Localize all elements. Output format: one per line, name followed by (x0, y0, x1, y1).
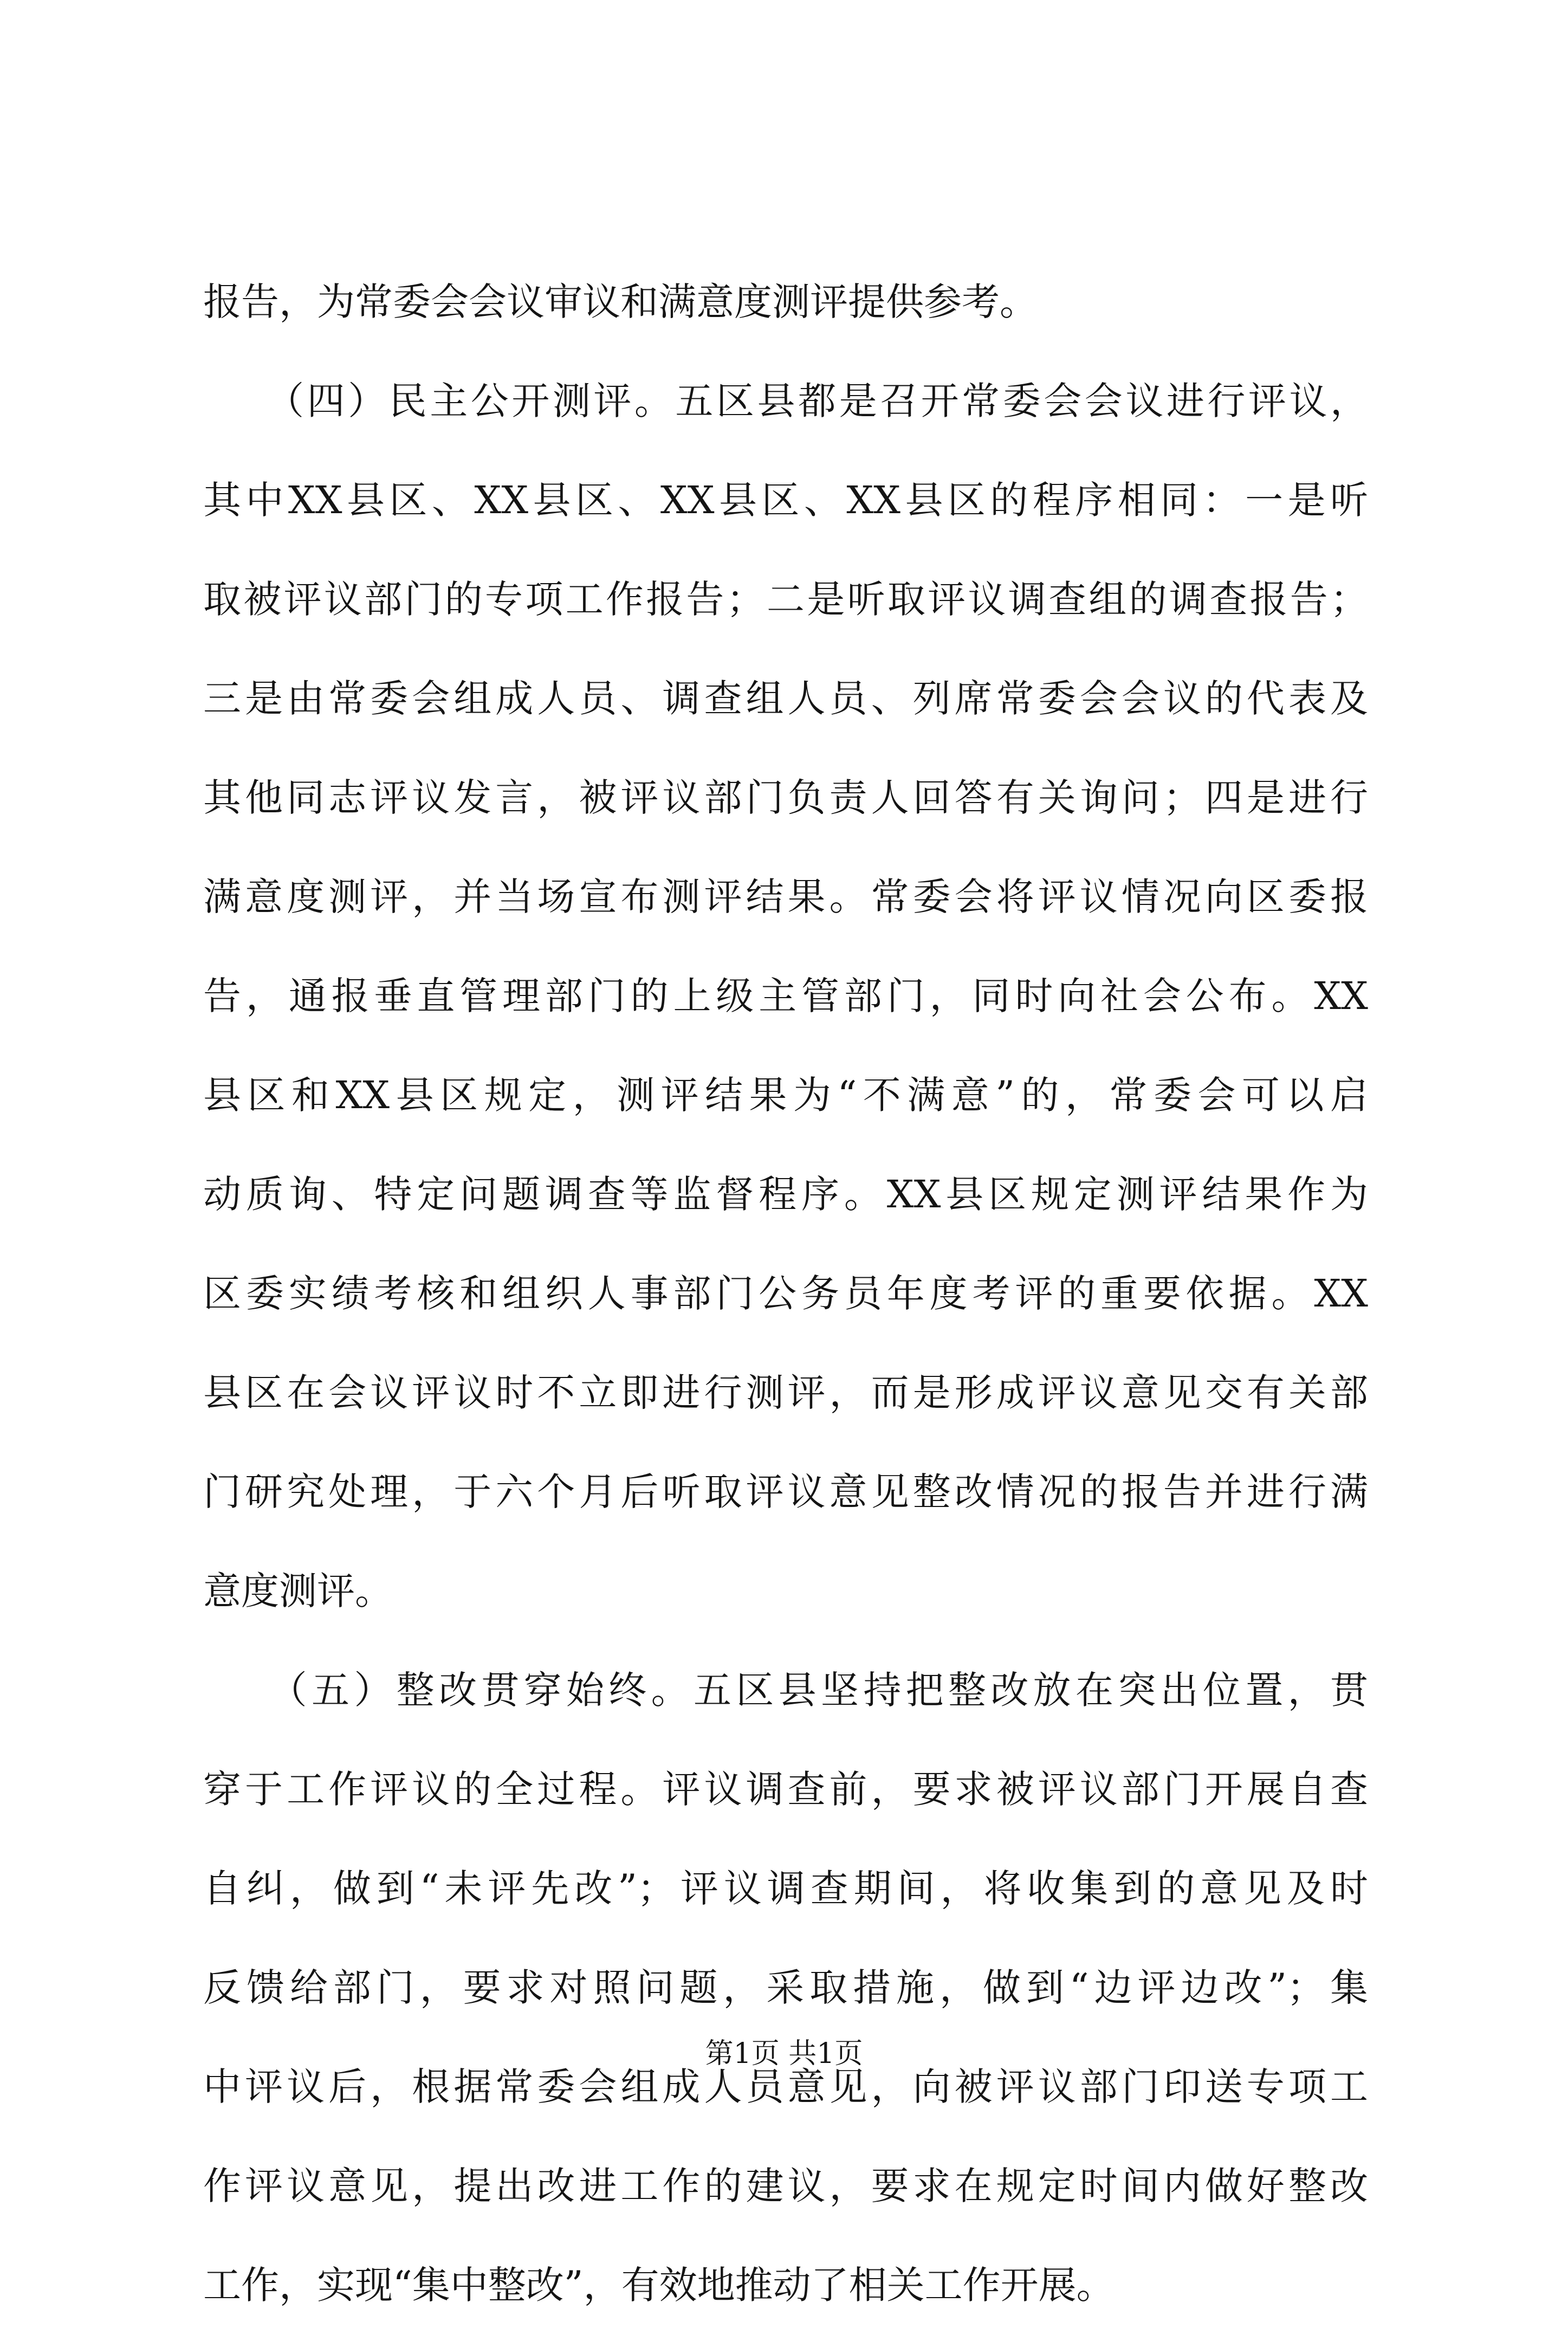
text-line: 其他同志评议发言，被评议部门负责人回答有关询问；四是进行 (203, 775, 1368, 820)
text-line: 区委实绩考核和组织人事部门公务员年度考评的重要依据。XX (203, 1271, 1368, 1316)
text-line: 报告，为常委会会议审议和满意度测评提供参考。 (203, 280, 1038, 324)
text-line: 满意度测评，并当场宣布测评结果。常委会将评议情况向区委报 (203, 875, 1368, 919)
text-line: 工作，实现“集中整改”，有效地推动了相关工作开展。 (203, 2263, 1115, 2307)
text-line: 其中XX县区、XX县区、XX县区、XX县区的程序相同：一是听 (203, 478, 1368, 522)
text-line: 自纠，做到“未评先改”；评议调查期间，将收集到的意见及时 (203, 1866, 1368, 1911)
page-footer (0, 2035, 1568, 2073)
text-line: 取被评议部门的专项工作报告；二是听取评议调查组的调查报告； (203, 577, 1368, 622)
text-line: 穿于工作评议的全过程。评议调查前，要求被评议部门开展自查 (203, 1767, 1368, 1812)
body-text (203, 253, 1368, 2335)
text-line: 反馈给部门，要求对照问题，采取措施，做到“边评边改”；集 (203, 1965, 1368, 2010)
text-line: 门研究处理，于六个月后听取评议意见整改情况的报告并进行满 (203, 1470, 1368, 1514)
text-line: 动质询、特定问题调查等监督程序。XX县区规定测评结果作为 (203, 1172, 1368, 1217)
text-line: （四）民主公开测评。五区县都是召开常委会会议进行评议， (203, 379, 1368, 423)
text-line: 县区和XX县区规定，测评结果为“不满意”的，常委会可以启 (203, 1073, 1368, 1117)
text-line: 意度测评。 (203, 1569, 393, 1613)
page-number: 第1页 共1页 (705, 2038, 863, 2070)
text-line: 中评议后，根据常委会组成人员意见，向被评议部门印送专项工 (203, 2065, 1368, 2109)
text-line: （五）整改贯穿始终。五区县坚持把整改放在突出位置，贯 (203, 1668, 1368, 1712)
text-line: 告，通报垂直管理部门的上级主管部门，同时向社会公布。XX (203, 974, 1368, 1018)
text-line: 三是由常委会组成人员、调查组人员、列席常委会会议的代表及 (203, 676, 1368, 721)
text-line: 作评议意见，提出改进工作的建议，要求在规定时间内做好整改 (203, 2164, 1368, 2208)
text-line: 县区在会议评议时不立即进行测评，而是形成评议意见交有关部 (203, 1370, 1368, 1415)
